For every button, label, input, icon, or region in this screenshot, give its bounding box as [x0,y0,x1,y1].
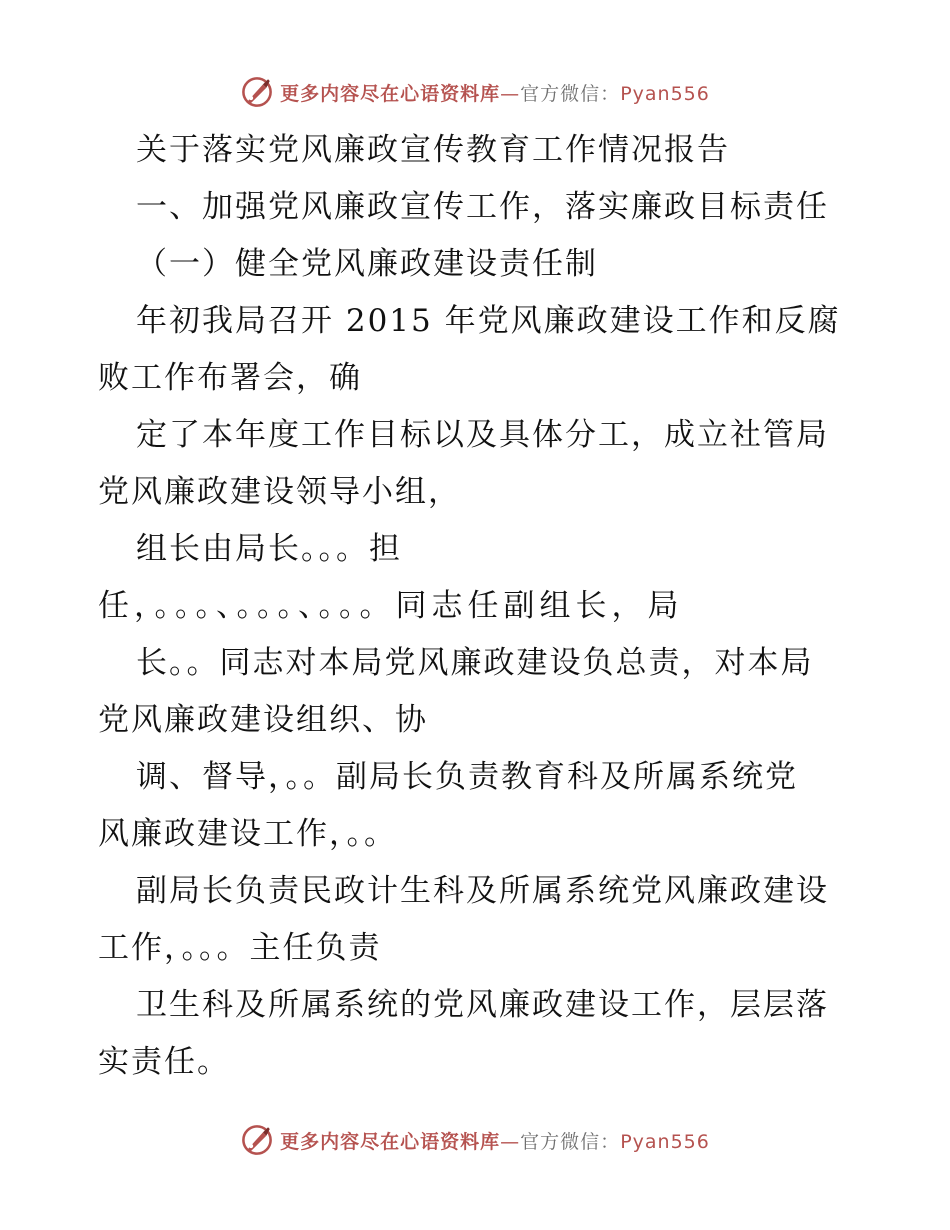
paragraph-line: 败工作布署会，确 [98,360,362,396]
watermark-text [280,79,710,106]
paragraph-line: 定了本年度工作目标以及具体分工，成立社管局 [136,417,829,453]
paragraph-line: 工作，。。。主任负责 [98,930,382,966]
watermark-separator: — [500,1130,521,1153]
document-title: 关于落实党风廉政宣传教育工作情况报告 [136,132,730,168]
paragraph-line: 组长由局长。。。担 [136,531,402,567]
watermark-main: 更多内容尽在心语资料库 [280,1130,501,1153]
paragraph-line: 任，。。。、。。。、。。。同志任副组长，局 [98,588,684,624]
subsection-heading: （一）健全党风廉政建设责任制 [136,246,598,282]
footer-watermark [0,1120,950,1160]
document-body [98,122,858,1091]
paragraph-line: 实责任。 [98,1044,230,1080]
watermark-side: 官方微信： [520,1130,621,1153]
watermark-text [280,1127,710,1154]
watermark-main: 更多内容尽在心语资料库 [280,82,501,105]
header-watermark [0,72,950,112]
paragraph-line: 党风廉政建设组织、协 [98,702,428,738]
watermark-separator: — [500,82,521,105]
paragraph-line: 风廉政建设工作，。。 [98,816,397,852]
paragraph-line: 长。。同志对本局党风廉政建设负总责，对本局 [136,645,814,681]
paragraph-line: 卫生科及所属系统的党风廉政建设工作，层层落 [136,987,829,1023]
paragraph-line: 年初我局召开 2015 年党风廉政建设工作和反腐 [136,303,841,339]
watermark-side: 官方微信： [520,82,621,105]
quill-logo-icon [240,1123,274,1157]
watermark-id: Pyan556 [620,1130,710,1153]
paragraph-line: 调、督导，。。副局长负责教育科及所属系统党 [136,759,798,795]
quill-logo-icon [240,75,274,109]
paragraph-line: 党风廉政建设领导小组， [98,474,461,510]
watermark-id: Pyan556 [620,82,710,105]
section-heading: 一、加强党风廉政宣传工作，落实廉政目标责任 [136,189,829,225]
paragraph-line: 副局长负责民政计生科及所属系统党风廉政建设 [136,873,829,909]
